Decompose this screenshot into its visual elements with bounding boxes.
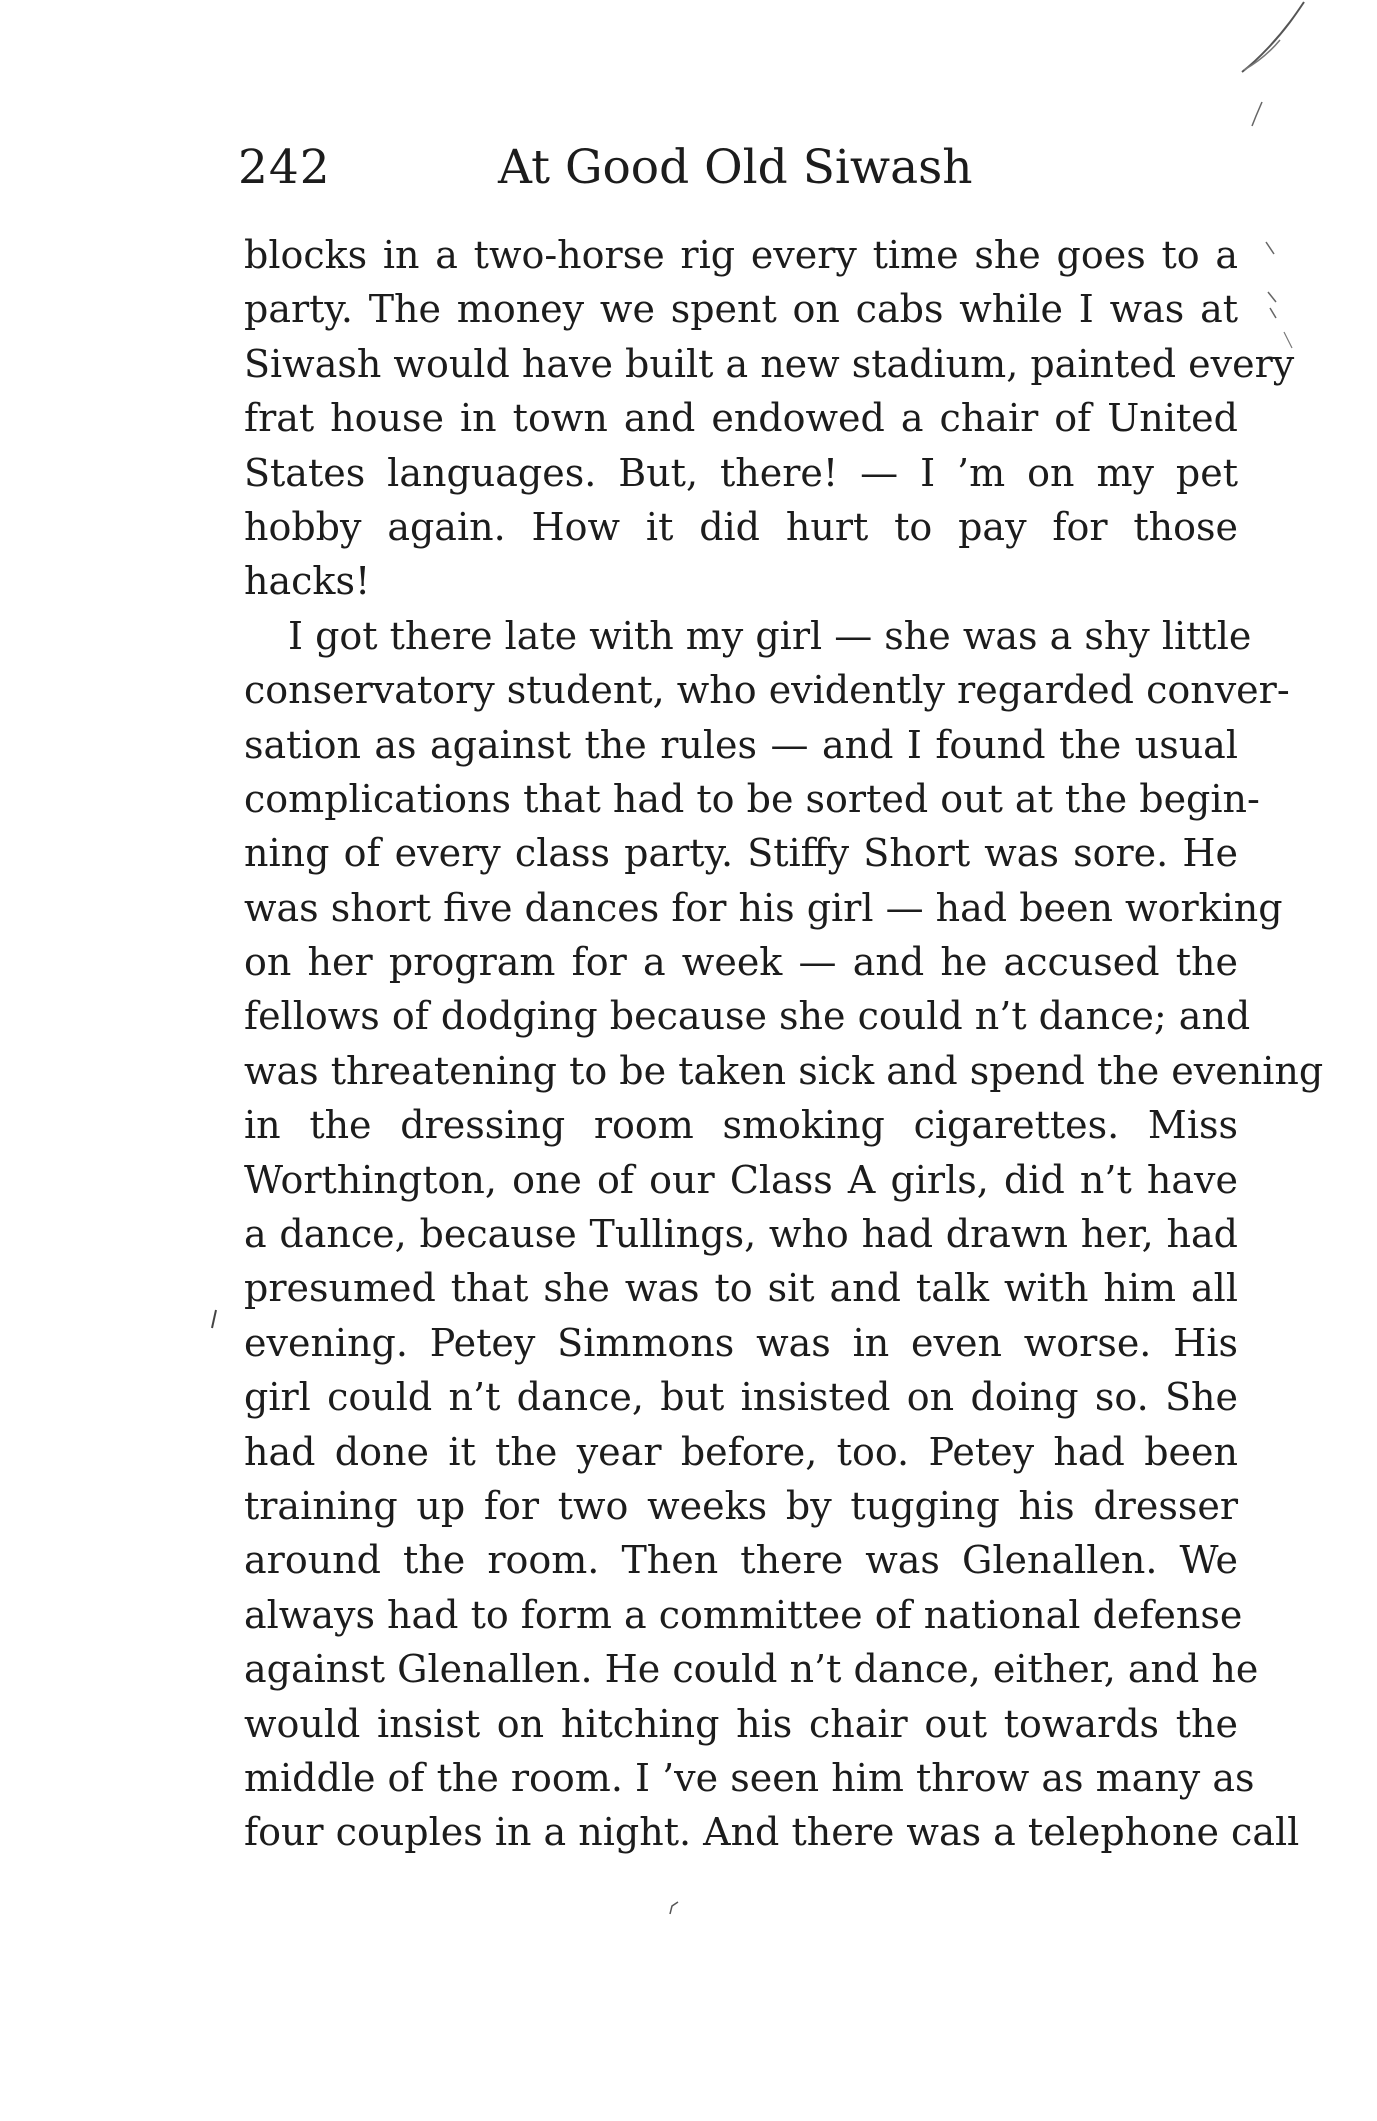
text-line: conservatory student, who evidently regarded conver- xyxy=(244,668,1290,713)
page-number: 242 xyxy=(238,140,331,195)
text-line: was short five dances for his girl — had been working xyxy=(244,885,1283,930)
text-line: middle of the room. I ’ve seen him throw as many as xyxy=(244,1755,1255,1800)
text-line: frat house in town and endowed a chair of United xyxy=(244,396,1238,441)
text-line: evening. Petey Simmons was in even worse. His xyxy=(244,1320,1238,1365)
text-line: Worthington, one of our Class A girls, did n’t have xyxy=(244,1157,1238,1202)
text-line: training up for two weeks by tugging his dresser xyxy=(244,1483,1238,1528)
text-line: was threatening to be taken sick and spend the evening xyxy=(244,1048,1324,1093)
text-line: girl could n’t dance, but insisted on doing so. She xyxy=(244,1375,1238,1420)
text-line: had done it the year before, too. Petey had been xyxy=(244,1429,1238,1474)
text-line: Siwash would have built a new stadium, painted every xyxy=(244,341,1295,386)
margin-comma-mark xyxy=(206,1306,222,1332)
text-line: sation as against the rules — and I found the usual xyxy=(244,722,1238,767)
text-line: hobby again. How it did hurt to pay for those xyxy=(244,504,1238,549)
text-line: against Glenallen. He could n’t dance, either, and he xyxy=(244,1647,1259,1692)
text-line: on her program for a week — and he accused the xyxy=(244,940,1238,985)
pen-stroke-mark xyxy=(1230,0,1320,80)
text-line: four couples in a night. And there was a telephone call xyxy=(244,1810,1300,1855)
running-header xyxy=(238,140,1228,212)
pencil-tick-mark xyxy=(1248,100,1268,130)
text-line: fellows of dodging because she could n’t dance; and xyxy=(244,994,1251,1039)
margin-tick-mark xyxy=(1262,232,1312,382)
text-line: a dance, because Tullings, who had drawn her, had xyxy=(244,1212,1238,1257)
text-line: party. The money we spent on cabs while I was at xyxy=(244,287,1238,332)
text-line: presumed that she was to sit and talk with him all xyxy=(244,1266,1238,1311)
text-line: blocks in a two-horse rig every time she goes to a xyxy=(244,233,1238,277)
body-text xyxy=(244,228,1324,1860)
text-line: would insist on hitching his chair out towards the xyxy=(244,1701,1238,1746)
text-line: around the room. Then there was Glenallen. We xyxy=(244,1538,1238,1583)
text-line: ning of every class party. Stiffy Short was sore. He xyxy=(244,831,1238,876)
text-line: always had to form a committee of national defense xyxy=(244,1592,1243,1637)
stray-pen-mark xyxy=(664,1898,682,1918)
paragraph-end-line: hacks! xyxy=(244,559,371,604)
running-title: At Good Old Siwash xyxy=(498,140,973,195)
text-line: complications that had to be sorted out at the begin- xyxy=(244,776,1260,821)
text-line: in the dressing room smoking cigarettes. Miss xyxy=(244,1103,1238,1148)
text-line: States languages. But, there! — I ’m on my pet xyxy=(244,450,1238,495)
paragraph-start-line: I got there late with my girl — she was a shy little xyxy=(288,613,1252,658)
